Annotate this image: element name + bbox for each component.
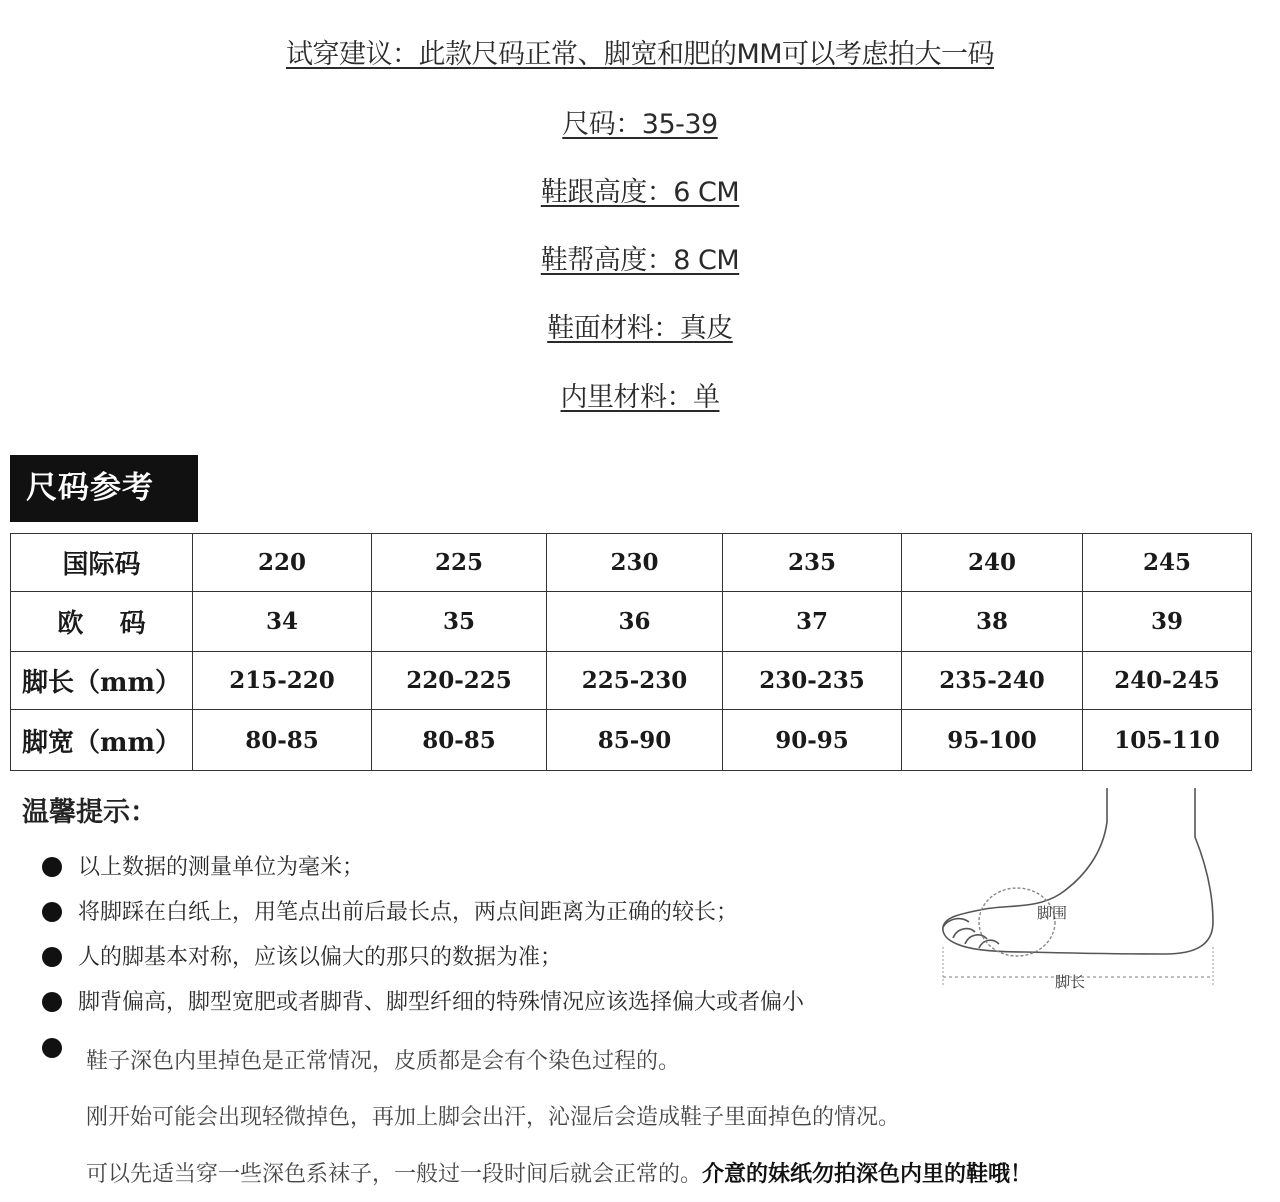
table-cell: 105-110 [1083, 710, 1252, 771]
table-cell: 80-85 [372, 710, 547, 771]
bullet-icon [42, 1038, 62, 1058]
upper-height: 鞋帮高度：8 CM [540, 245, 740, 276]
tip-item: 人的脚基本对称，应该以偏大的那只的数据为准； [42, 940, 562, 971]
table-cell: 80-85 [193, 710, 372, 771]
table-cell: 225-230 [547, 652, 723, 710]
lining-note-3: 可以先适当穿一些深色系袜子，一般过一段时间后就会正常的。介意的妹纸勿拍深色内里的鞋哦！ [86, 1162, 1033, 1187]
table-cell: 90-95 [723, 710, 902, 771]
lining-warning: 介意的妹纸勿拍深色内里的鞋哦！ [702, 1162, 1033, 1187]
lining-material: 内里材料：单 [560, 382, 720, 413]
table-cell: 37 [723, 592, 902, 652]
girth-label: 脚围 [1037, 904, 1068, 922]
size-range: 尺码：35-39 [562, 109, 718, 140]
table-cell: 35 [372, 592, 547, 652]
tip-item: 以上数据的测量单位为毫米； [42, 850, 364, 881]
table-cell: 230-235 [723, 652, 902, 710]
row-label: 欧 码 [11, 592, 193, 652]
table-cell: 245 [1083, 534, 1252, 592]
table-row [11, 710, 1252, 771]
size-reference-header: 尺码参考 [10, 455, 198, 522]
tip-item [42, 1036, 78, 1061]
tip-item: 脚背偏高，脚型宽肥或者脚背、脚型纤细的特殊情况应该选择偏大或者偏小 [42, 985, 804, 1016]
row-label: 脚长（mm） [11, 652, 193, 710]
table-cell: 39 [1083, 592, 1252, 652]
upper-material: 鞋面材料：真皮 [547, 313, 733, 344]
table-cell: 220-225 [372, 652, 547, 710]
bullet-icon [42, 857, 62, 877]
table-row [11, 592, 1252, 652]
tips-title: 温馨提示： [22, 797, 157, 828]
heel-height: 鞋跟高度：6 CM [540, 177, 740, 208]
table-cell: 225 [372, 534, 547, 592]
foot-measurement-diagram [935, 782, 1225, 997]
table-cell: 215-220 [193, 652, 372, 710]
table-cell: 36 [547, 592, 723, 652]
foot-outline-icon [943, 788, 1213, 954]
size-table [10, 533, 1252, 771]
row-label: 脚宽（mm） [11, 710, 193, 771]
table-cell: 38 [902, 592, 1083, 652]
table-cell: 34 [193, 592, 372, 652]
girth-ring-icon [979, 888, 1055, 956]
tip-item: 将脚踩在白纸上，用笔点出前后最长点，两点间距离为正确的较长； [42, 895, 738, 926]
bullet-icon [42, 992, 62, 1012]
table-cell: 240-245 [1083, 652, 1252, 710]
row-label: 国际码 [11, 534, 193, 592]
table-cell: 235 [723, 534, 902, 592]
fitting-advice: 试穿建议：此款尺码正常、脚宽和肥的MM可以考虑拍大一码 [285, 39, 995, 70]
table-cell: 230 [547, 534, 723, 592]
table-cell: 220 [193, 534, 372, 592]
lining-note-2: 刚开始可能会出现轻微掉色，再加上脚会出汗，沁湿后会造成鞋子里面掉色的情况。 [86, 1105, 901, 1130]
table-row [11, 534, 1252, 592]
table-row [11, 652, 1252, 710]
lining-note-1: 鞋子深色内里掉色是正常情况，皮质都是会有个染色过程的。 [86, 1049, 681, 1074]
length-label: 脚长 [1055, 973, 1086, 991]
table-cell: 235-240 [902, 652, 1083, 710]
table-cell: 240 [902, 534, 1083, 592]
table-cell: 85-90 [547, 710, 723, 771]
table-cell: 95-100 [902, 710, 1083, 771]
bullet-icon [42, 947, 62, 967]
bullet-icon [42, 902, 62, 922]
